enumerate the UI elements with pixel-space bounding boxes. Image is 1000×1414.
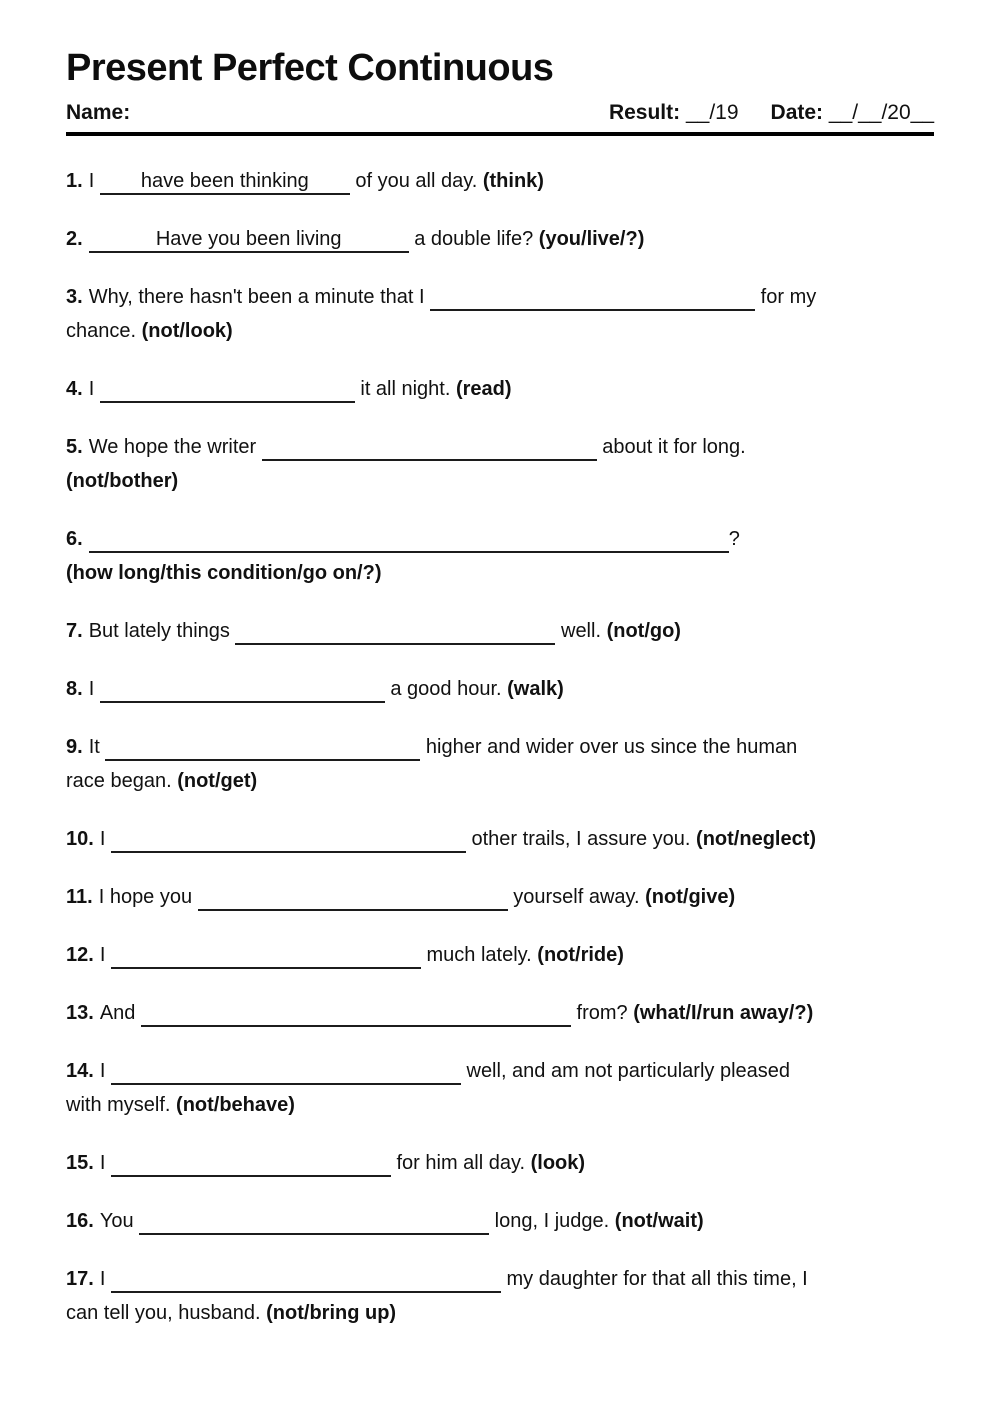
answer-blank[interactable] bbox=[89, 227, 409, 253]
answer-blank[interactable] bbox=[111, 943, 421, 969]
exercise-text: It bbox=[88, 736, 106, 758]
exercise-item bbox=[66, 672, 934, 706]
exercise-item bbox=[66, 614, 934, 648]
exercise-text: You bbox=[99, 1210, 140, 1232]
name-label: Name: bbox=[66, 101, 131, 124]
exercise-text: I bbox=[88, 170, 100, 192]
verb-hint: (read) bbox=[455, 378, 512, 400]
exercise-number: 12. bbox=[66, 944, 94, 966]
answer-text: have been thinking bbox=[140, 170, 309, 192]
exercise-text: But lately things bbox=[88, 620, 236, 642]
exercise-text: a good hour. bbox=[384, 678, 508, 700]
exercise-text: well, and am not particularly pleased bbox=[460, 1060, 790, 1082]
answer-blank[interactable] bbox=[100, 377, 355, 403]
exercise-item bbox=[66, 280, 934, 348]
answer-blank[interactable] bbox=[235, 619, 555, 645]
answer-blank[interactable] bbox=[262, 435, 597, 461]
exercise-text: chance. bbox=[66, 320, 142, 342]
exercise-text: I bbox=[88, 378, 100, 400]
exercise-number: 17. bbox=[66, 1268, 94, 1290]
name-field[interactable] bbox=[66, 100, 130, 126]
verb-hint: (not/wait) bbox=[614, 1210, 704, 1232]
exercise-text: about it for long. bbox=[596, 436, 746, 458]
header-divider bbox=[66, 132, 934, 136]
header-row bbox=[66, 100, 934, 126]
verb-hint: (not/bring up) bbox=[266, 1302, 397, 1324]
exercise-number: 5. bbox=[66, 436, 83, 458]
verb-hint: (look) bbox=[530, 1152, 586, 1174]
exercise-number: 4. bbox=[66, 378, 83, 400]
answer-blank[interactable] bbox=[111, 827, 466, 853]
exercise-text: well. bbox=[555, 620, 607, 642]
date-label: Date: bbox=[770, 101, 824, 124]
exercise-list bbox=[66, 164, 934, 1330]
exercise-item bbox=[66, 372, 934, 406]
exercise-item bbox=[66, 1262, 934, 1330]
exercise-item bbox=[66, 1146, 934, 1180]
exercise-item bbox=[66, 880, 934, 914]
verb-hint: (not/neglect) bbox=[696, 828, 817, 850]
exercise-item bbox=[66, 522, 934, 590]
exercise-number: 10. bbox=[66, 828, 94, 850]
exercise-item bbox=[66, 938, 934, 972]
verb-hint: (not/give) bbox=[645, 886, 736, 908]
verb-hint: (not/get) bbox=[177, 770, 258, 792]
answer-blank[interactable] bbox=[111, 1151, 391, 1177]
exercise-text: Why, there hasn't been a minute that I bbox=[88, 286, 431, 308]
exercise-text: yourself away. bbox=[507, 886, 646, 908]
exercise-text: with myself. bbox=[66, 1094, 177, 1116]
exercise-text: I bbox=[99, 1060, 111, 1082]
exercise-text: ? bbox=[728, 528, 740, 550]
exercise-text: We hope the writer bbox=[88, 436, 262, 458]
exercise-text: higher and wider over us since the human bbox=[420, 736, 798, 758]
exercise-number: 15. bbox=[66, 1152, 94, 1174]
exercise-number: 3. bbox=[66, 286, 83, 308]
answer-blank[interactable] bbox=[100, 677, 385, 703]
answer-blank[interactable] bbox=[89, 527, 729, 553]
answer-blank[interactable] bbox=[105, 735, 420, 761]
answer-blank[interactable] bbox=[141, 1001, 571, 1027]
answer-blank[interactable] bbox=[430, 285, 755, 311]
exercise-item bbox=[66, 222, 934, 256]
exercise-text: a double life? bbox=[408, 228, 539, 250]
verb-hint: (not/ride) bbox=[537, 944, 624, 966]
exercise-item bbox=[66, 822, 934, 856]
exercise-text: long, I judge. bbox=[489, 1210, 615, 1232]
page-title: Present Perfect Continuous bbox=[66, 47, 554, 89]
exercise-number: 7. bbox=[66, 620, 83, 642]
verb-hint: (how long/this condition/go on/?) bbox=[66, 562, 382, 584]
exercise-item bbox=[66, 730, 934, 798]
exercise-text: And bbox=[99, 1002, 141, 1024]
exercise-text: my daughter for that all this time, I bbox=[500, 1268, 808, 1290]
result-label: Result: bbox=[608, 101, 681, 124]
exercise-number: 1. bbox=[66, 170, 83, 192]
exercise-number: 14. bbox=[66, 1060, 94, 1082]
exercise-text: from? bbox=[570, 1002, 634, 1024]
exercise-number: 9. bbox=[66, 736, 83, 758]
verb-hint: (not/go) bbox=[606, 620, 681, 642]
verb-hint: (think) bbox=[482, 170, 544, 192]
score-group bbox=[609, 100, 934, 126]
exercise-number: 11. bbox=[66, 886, 93, 908]
exercise-text: for him all day. bbox=[390, 1152, 531, 1174]
exercise-item bbox=[66, 164, 934, 198]
exercise-text: I hope you bbox=[98, 886, 198, 908]
verb-hint: (you/live/?) bbox=[538, 228, 645, 250]
exercise-item bbox=[66, 1054, 934, 1122]
exercise-item bbox=[66, 996, 934, 1030]
verb-hint: (not/look) bbox=[141, 320, 233, 342]
exercise-text: much lately. bbox=[420, 944, 538, 966]
date-field[interactable] bbox=[771, 100, 934, 126]
exercise-number: 8. bbox=[66, 678, 83, 700]
exercise-number: 6. bbox=[66, 528, 83, 550]
verb-hint: (what/I/run away/?) bbox=[633, 1002, 814, 1024]
exercise-text: race began. bbox=[66, 770, 178, 792]
exercise-item bbox=[66, 430, 934, 498]
answer-blank[interactable] bbox=[111, 1059, 461, 1085]
exercise-text: for my bbox=[755, 286, 817, 308]
answer-blank[interactable] bbox=[100, 169, 350, 195]
exercise-number: 16. bbox=[66, 1210, 94, 1232]
verb-hint: (not/behave) bbox=[176, 1094, 295, 1116]
exercise-item bbox=[66, 1204, 934, 1238]
answer-text: Have you been living bbox=[155, 228, 342, 250]
answer-blank[interactable] bbox=[111, 1267, 501, 1293]
verb-hint: (walk) bbox=[507, 678, 564, 700]
result-value: __/19 bbox=[685, 101, 739, 124]
exercise-text: I bbox=[99, 1268, 111, 1290]
exercise-number: 2. bbox=[66, 228, 83, 250]
answer-blank[interactable] bbox=[198, 885, 508, 911]
result-field[interactable] bbox=[609, 100, 739, 126]
date-value: __/__/20__ bbox=[828, 101, 934, 124]
exercise-text: can tell you, husband. bbox=[66, 1302, 267, 1324]
exercise-text: I bbox=[99, 1152, 111, 1174]
exercise-number: 13. bbox=[66, 1002, 94, 1024]
exercise-text: it all night. bbox=[354, 378, 456, 400]
exercise-text: I bbox=[88, 678, 100, 700]
answer-blank[interactable] bbox=[139, 1209, 489, 1235]
verb-hint: (not/bother) bbox=[66, 470, 179, 492]
exercise-text: other trails, I assure you. bbox=[465, 828, 697, 850]
exercise-text: I bbox=[99, 828, 111, 850]
exercise-text: of you all day. bbox=[349, 170, 483, 192]
exercise-text: I bbox=[99, 944, 111, 966]
